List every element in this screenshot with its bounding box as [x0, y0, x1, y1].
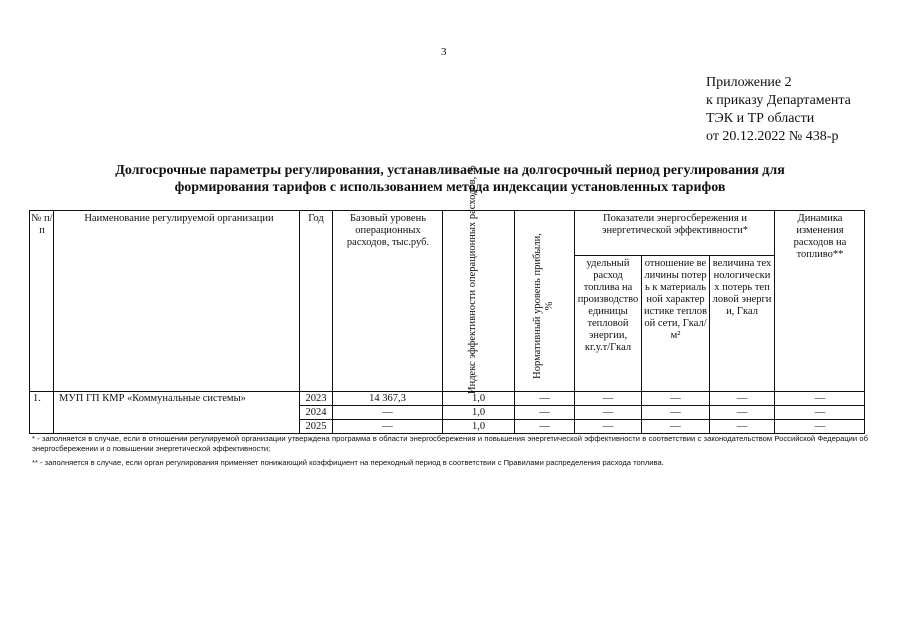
row3-profit: — — [539, 421, 550, 432]
row2-loss-value: — — [736, 407, 748, 418]
row3-index: 1,0 — [471, 421, 486, 432]
row3-loss-ratio: — — [670, 421, 681, 432]
header-fuel-dyn: Динамика изменения расходов на топливо** — [793, 213, 847, 260]
row3-loss-value: — — [736, 421, 748, 432]
appendix-line-2: к приказу Департамента — [706, 93, 851, 108]
row3-fuel-rate: — — [602, 421, 614, 432]
row1-index: 1,0 — [471, 393, 486, 404]
row2-index: 1,0 — [471, 407, 486, 418]
row3-fuel-dyn: — — [814, 421, 826, 432]
footnote-1: * - заполняется в случае, если в отношении регулируемой организации утверждена программа в области энергосбережения и повышения энергетической эффективности в соответствии с законодательством Российской Федерации об энергосбережении и о повышении энергетической эффективности; — [32, 434, 868, 453]
row2-base: — — [382, 407, 393, 418]
row1-org: МУП ГП КМР «Коммунальные системы» — [59, 393, 246, 404]
appendix-line-1: Приложение 2 — [706, 75, 792, 90]
row2-fuel-dyn: — — [814, 407, 826, 418]
appendix-line-3: ТЭК и ТР области — [706, 111, 815, 126]
row2-year: 2024 — [305, 407, 327, 418]
row1-base: 14 367,3 — [369, 393, 406, 404]
header-profit: Нормативный уровень прибыли, % — [532, 233, 555, 379]
document-title — [40, 162, 860, 196]
row1-profit: — — [539, 393, 550, 404]
appendix-line-4: от 20.12.2022 № 438-р — [706, 129, 839, 144]
row1-loss-ratio: — — [670, 393, 681, 404]
appendix-block — [706, 74, 851, 146]
row3-base: — — [382, 421, 393, 432]
header-org: Наименование регулируемой организации — [84, 213, 274, 224]
row1-fuel-dyn: — — [814, 393, 826, 404]
row2-fuel-rate: — — [602, 407, 614, 418]
row1-fuel-rate: — — [602, 393, 614, 404]
header-year: Год — [308, 213, 324, 224]
row3-year: 2025 — [305, 421, 327, 432]
header-index: Индекс эффективности операционных расходов, % — [467, 165, 478, 394]
title-line-1: Долгосрочные параметры регулирования, устанавливаемые на долгосрочный период регулирования для — [115, 163, 785, 178]
row1-year: 2023 — [305, 393, 327, 404]
header-fuel-rate: удельный расход топлива на производство единицы тепловой энергии, кг.у.т/Гкал — [577, 258, 639, 353]
header-loss-ratio: отношение величины потерь к материальной характеристике тепловой сети, Гкал/м² — [644, 258, 707, 341]
header-base: Базовый уровень операционных расходов, тыс.руб. — [346, 213, 430, 248]
row2-loss-ratio: — — [670, 407, 681, 418]
row1-num: 1. — [33, 393, 41, 404]
row2-profit: — — [539, 407, 550, 418]
title-line-2: формирования тарифов с использованием метода индексации установленных тарифов — [174, 180, 726, 195]
header-indicators: Показатели энергосбережения и энергетической эффективности* — [601, 213, 749, 236]
page-number: 3 — [441, 46, 447, 58]
footnote-2: ** - заполняется в случае, если орган регулирования применяет понижающий коэффициент на переходный период в соответствии с Правилами распределения расхода топлива. — [32, 458, 664, 467]
header-loss-value: величина технологических потерь тепловой энергии, Гкал — [712, 258, 772, 317]
row1-loss-value: — — [736, 393, 748, 404]
header-num: № п/п — [31, 213, 53, 236]
